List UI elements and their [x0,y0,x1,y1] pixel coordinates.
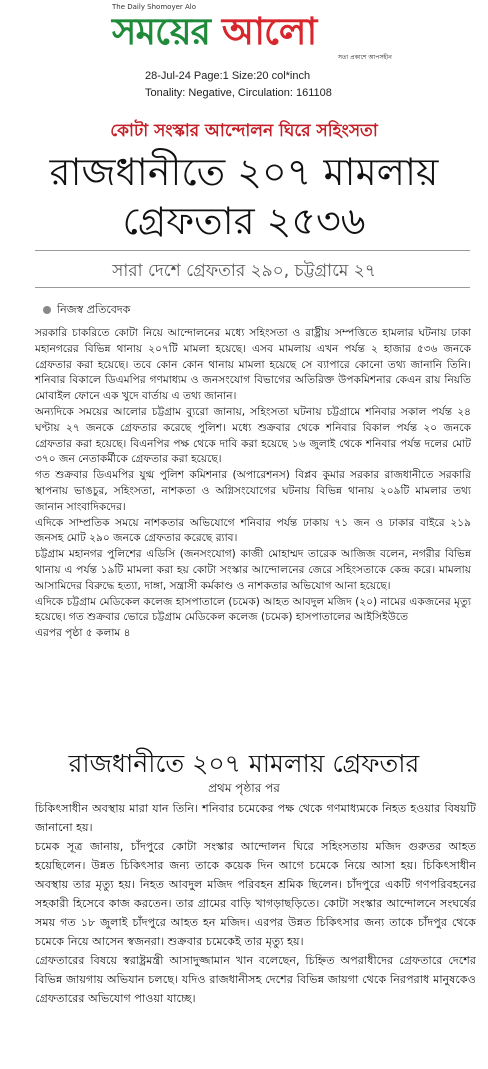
clipping-meta-line2: Tonality: Negative, Circulation: 161108 [145,87,332,99]
article-subhead: সারা দেশে গ্রেফতার ২৯০, চট্টগ্রামে ২৭ [112,261,376,281]
article-paragraph: এদিকে চট্টগ্রাম মেডিকেল কলেজ হাসপাতালে (চমেক) আহত আবদুল মজিদ (২০) নামের একজনের মৃত্যু হয়েছে। গত শুক্রবার ভোরে চট্টগ্রাম মেডিকেল কলেজ (চমেক) হাসপাতালের আইসিইউতে [35,595,471,624]
article-paragraph: অন্যদিকে সময়ের আলোর চট্টগ্রাম ব্যুরো জানায়, সহিংসতা ঘটনায় চট্টগ্রামে শনিবার সকাল পর্যন্ত ২৪ ঘণ্টায় ২৭ জনকে গ্রেফতার করেছে পুলিশ। মধ্যে শুক্রবার থেকে শনিবার বিকাল পর্যন্ত ২০ জনকে গ্রেফতার করা হয়েছে। বিএনপির পক্ষ থেকে দাবি করা হয়েছে ১৬ জুলাই থেকে শনিবার পর্যন্ত দলের মোট ৩৭০ জন নেতাকর্মীকে গ্রেফতার করা হয়েছে। [35,405,471,466]
byline [43,301,130,320]
continuation-note: এরপর পৃষ্ঠা ৫ কলাম ৪ [35,627,131,640]
byline-text: নিজস্ব প্রতিবেদক [57,303,131,316]
bullet-icon [43,306,51,314]
article-body [35,326,471,642]
continued-subheading: প্রথম পৃষ্ঠার পর [208,781,280,795]
newspaper-logo [112,8,316,56]
article-paragraph: চট্টগ্রাম মহানগর পুলিশের এডিসি (জনসংযোগ) কাজী মোহাম্মদ তারেক আজিজ বলেন, নগরীর বিভিন্ন থানায় এ পর্যন্ত ১৯টি মামলা করা হয় কোটা সংস্কার আন্দোলনের জেরে সহিংসতাকে কেন্দ্র করে। মামলায় আসামিদের বিরুদ্ধে হত্যা, দাঙ্গা, সন্ত্রাসী কর্মকাণ্ড ও নাশকতার অভিযোগ আনা হয়েছে। [35,548,471,592]
continued-body [35,799,476,1008]
logo-part-green: সময়ের [112,10,222,53]
masthead-english-name: The Daily Shomoyer Alo [112,3,197,11]
divider [35,250,470,251]
continued-headline: রাজধানীতে ২০৭ মামলায় গ্রেফতার [68,749,420,778]
continued-paragraph: চিকিৎসাধীন অবস্থায় মারা যান তিনি। শনিবার চমেকের পক্ষ থেকে গণমাধ্যমকে নিহত হওয়ার বিষয়টি জানানো হয়। [35,802,476,834]
article-paragraph: সরকারি চাকরিতে কোটা নিয়ে আন্দোলনের মধ্যে সহিংসতা ও রাষ্ট্রীয় সম্পত্তিতে হামলার ঘটনায় ঢাকা মহানগরের বিভিন্ন থানায় ২০৭টি মামলা হয়েছে। এসব মামলায় এখন পর্যন্ত ২ হাজার ৫৩৬ জনকে গ্রেফতার করা হয়েছে। তবে কোন কোন থানায় মামলা হয়েছে সে ব্যাপারে কোনো তথ্য জানানি তিনি। শনিবার বিকালে ডিএমপির গণমাধ্যম ও জনসংযোগ বিভাগের অতিরিক্ত উপকমিশনার কেএন রায় নিয়তি মোবাইল ফোনে এক খুদে বার্তায় এ তথ্য জানান। [35,327,471,403]
logo-part-red: আলো [221,10,317,53]
headline-line1: রাজধানীতে ২০৭ মামলায় [49,150,439,194]
article-paragraph: গত শুক্রবার ডিএমপির যুগ্ম পুলিশ কমিশনার (অপারেশনস) বিপ্লব কুমার সরকার রাজধানীতে সরকারি স্থাপনায় ভাঙচুর, সহিংসতা, নাশকতা ও অগ্নিসংযোগের ঘটনায় বিভিন্ন থানায় ২০৯টি মামলার তথ্য জানান সাংবাদিকদের। [35,469,471,513]
continued-paragraph: গ্রেফতারের বিষয়ে স্বরাষ্ট্রমন্ত্রী আসাদুজ্জামান খান বলেছেন, চিহ্নিত অপরাধীদের গ্রেফতারে দেশের বিভিন্ন জায়গায় অভিযান চলছে। যদিও রাজধানীসহ দেশের বিভিন্ন জায়গা থেকে নিরপরাধ মানুষকেও গ্রেফতারের অভিযোগ পাওয়া যাচ্ছে। [35,954,476,1005]
headline-line2: গ্রেফতার ২৫৩৬ [122,199,366,243]
clipping-meta-line1: 28-Jul-24 Page:1 Size:20 col*inch [145,70,311,82]
article-kicker: কোটা সংস্কার আন্দোলন ঘিরে সহিংসতা [110,121,378,141]
masthead [0,0,488,68]
article-paragraph: এদিকে সাম্প্রতিক সময়ে নাশকতার অভিযোগে শনিবার পর্যন্ত ঢাকায় ৭১ জন ও ঢাকার বাইরে ২১৯ জনসহ মোট ২৯০ জনকে গ্রেফতার করেছে র‌্যাব। [35,516,471,545]
continued-paragraph: চমেক সূত্র জানায়, চাঁদপুরে কোটা সংস্কার আন্দোলন ঘিরে সহিংসতায় মজিদ গুরুতর আহত হয়েছিলেন। উন্নত চিকিৎসার জন্য তাকে কয়েক দিন আগে চমেকে নিয়ে আসা হয়। চিকিৎসাধীন অবস্থায় তার মৃত্যু হয়। নিহত আবদুল মজিদ পরিবহন শ্রমিক ছিলেন। চাঁদপুরে একটি গণপরিবহনের সহকারী হিসেবে কাজ করতেন। তার গ্রামের বাড়ি খাগড়াছড়িতে। কোটা সংস্কার আন্দোলনে সংঘর্ষের সময় গত ১৮ জুলাই চাঁদপুরে আহত হন মজিদ। এরপর উন্নত চিকিৎসার জন্য তাকে চাঁদপুর থেকে চমেকে নিয়ে আসেন স্বজনরা। শুক্রবার চমেকেই তার মৃত্যু হয়। [35,840,476,948]
divider [35,287,470,288]
masthead-tagline: সত্য প্রকাশে আপসহীন [338,54,392,61]
